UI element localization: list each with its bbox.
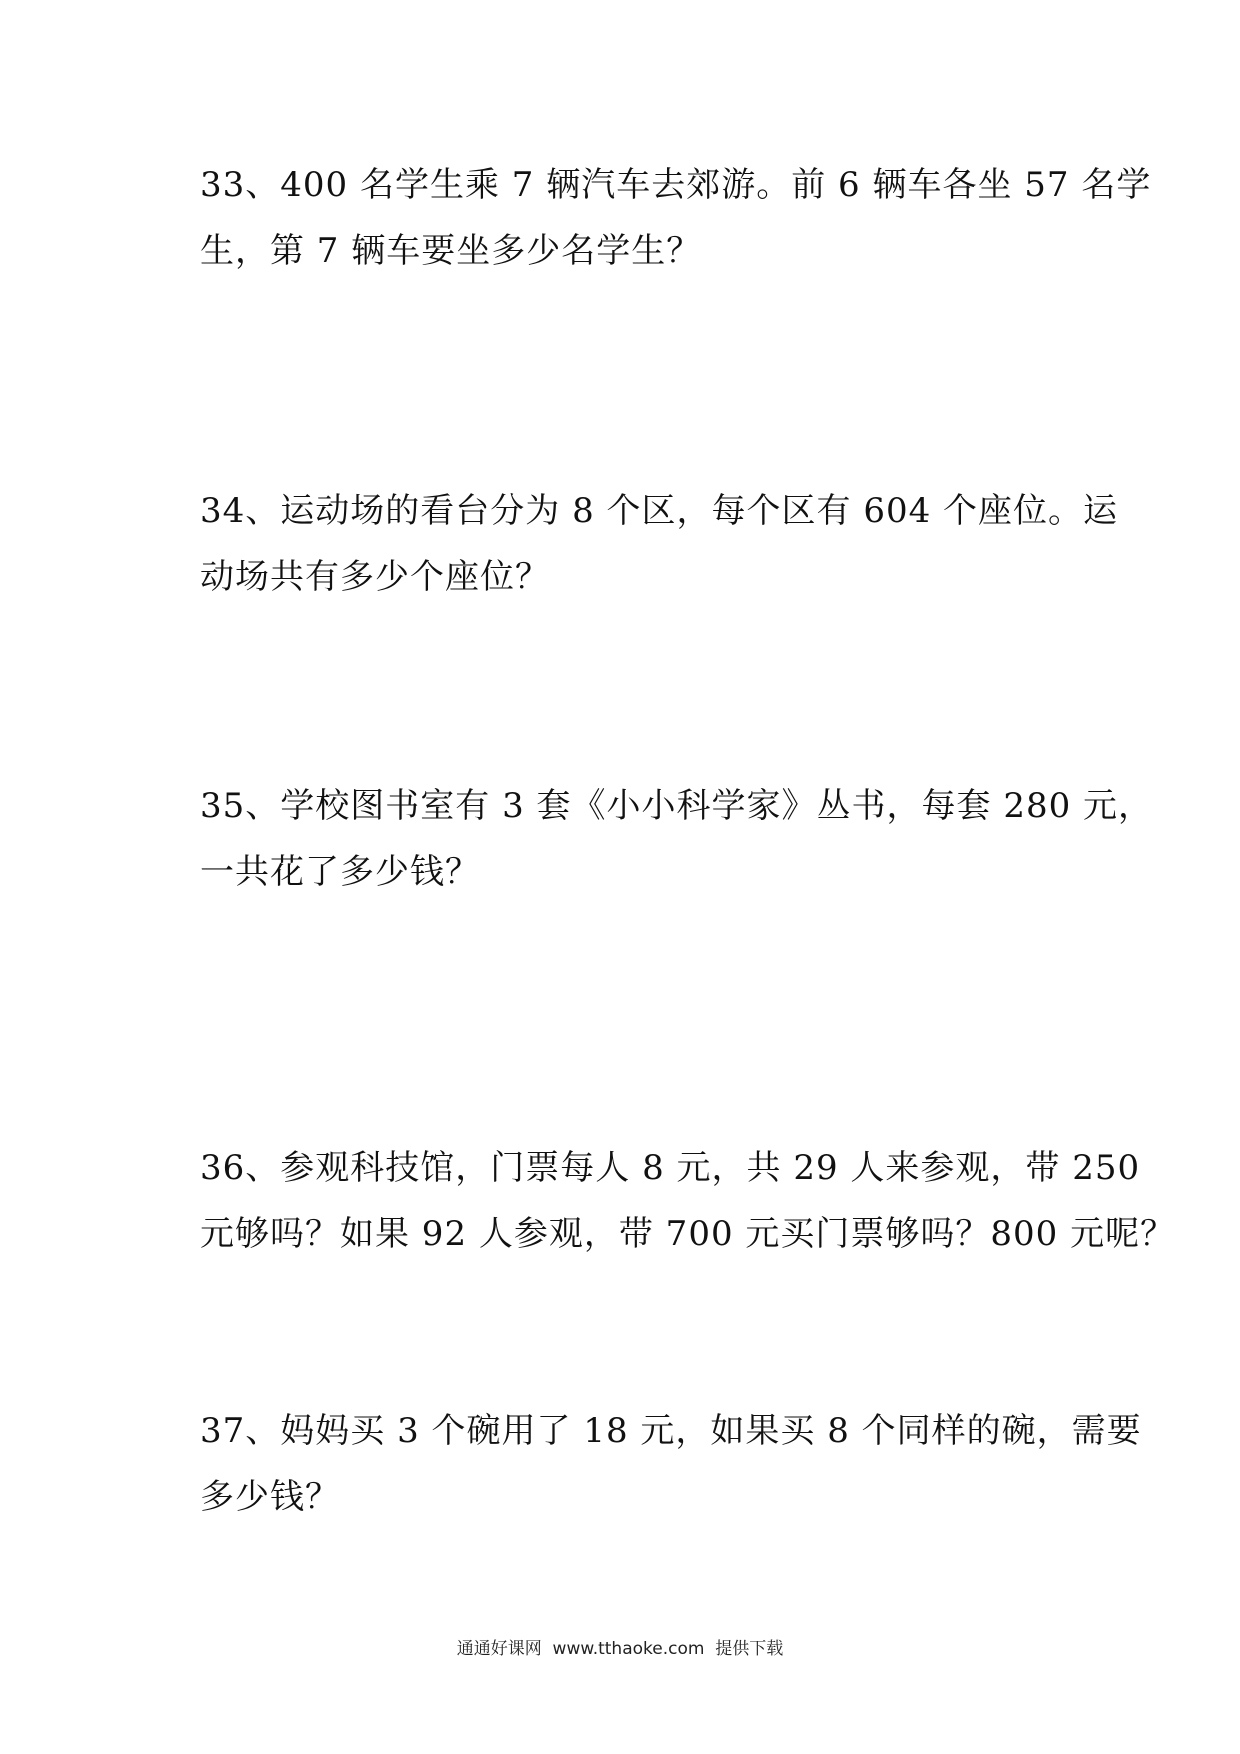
question-37 bbox=[200, 1398, 1142, 1530]
question-line: 动场共有多少个座位？ bbox=[200, 557, 550, 597]
question-33 bbox=[200, 152, 1152, 284]
question-line: 37、妈妈买 3 个碗用了 18 元，如果买 8 个同样的碗，需要 bbox=[200, 1411, 1142, 1451]
question-line: 生，第 7 辆车要坐多少名学生？ bbox=[200, 231, 702, 271]
question-34 bbox=[200, 478, 1119, 610]
question-line: 34、运动场的看台分为 8 个区，每个区有 604 个座位。运 bbox=[200, 491, 1119, 531]
page-footer: 通通好课网 www.tthaoke.com 提供下载 bbox=[456, 1639, 784, 1659]
question-line: 36、参观科技馆，门票每人 8 元，共 29 人来参观，带 250 bbox=[200, 1148, 1141, 1188]
question-line: 元够吗？如果 92 人参观，带 700 元买门票够吗？800 元呢？ bbox=[200, 1214, 1176, 1254]
question-line: 33、400 名学生乘 7 辆汽车去郊游。前 6 辆车各坐 57 名学 bbox=[200, 165, 1152, 205]
question-36 bbox=[200, 1135, 1176, 1267]
question-35 bbox=[200, 773, 1154, 905]
question-line: 多少钱？ bbox=[200, 1477, 340, 1517]
question-line: 35、学校图书室有 3 套《小小科学家》丛书，每套 280 元， bbox=[200, 786, 1154, 826]
question-line: 一共花了多少钱？ bbox=[200, 852, 480, 892]
